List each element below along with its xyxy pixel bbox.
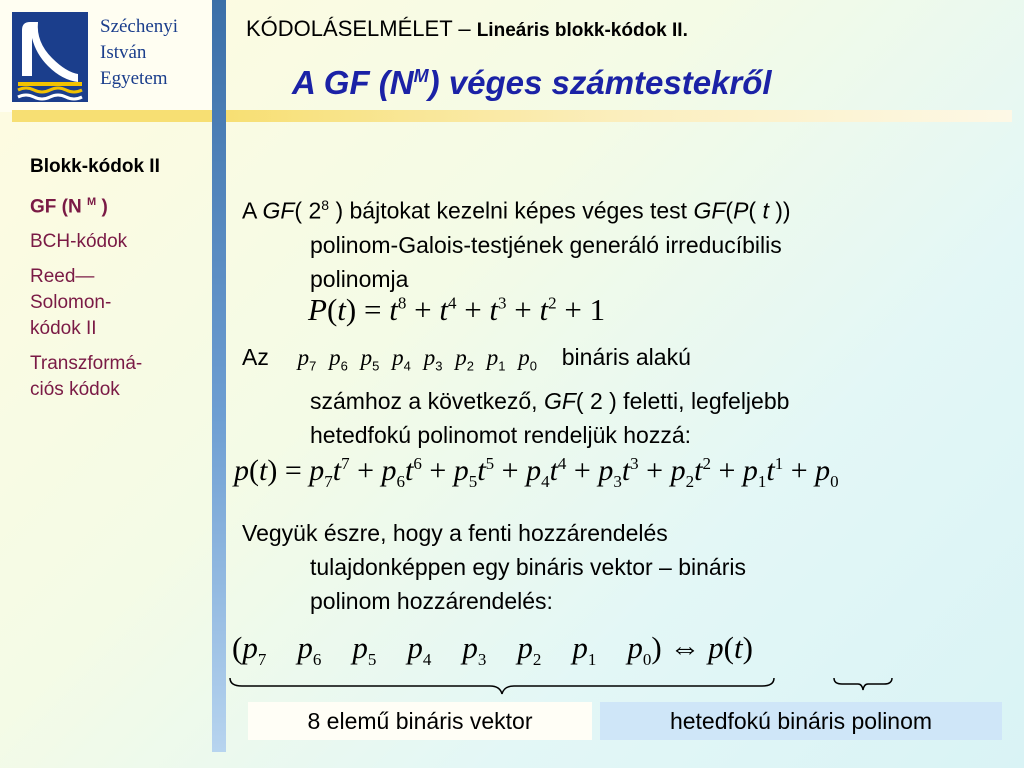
p2-line-3: hetedfokú polinomot rendeljük hozzá: bbox=[310, 421, 692, 448]
sidebar-item-transform[interactable]: Transzformá- ciós kódok bbox=[30, 353, 143, 401]
logo-line-2: István bbox=[100, 42, 147, 63]
polynomial-assignment-formula: $p(t) = p_7t^7 + p_6t^6 + p_5t^5 + p_4t^4 + p_3t^3 + p_2t^2 + p_1t^1 + p_0$ bbox=[234, 454, 839, 491]
sidebar-divider bbox=[212, 0, 226, 752]
vector-brace-icon bbox=[228, 676, 776, 696]
university-name bbox=[100, 14, 178, 92]
p1-line-3: polinomja bbox=[310, 265, 409, 292]
title-part-1: A GF (N bbox=[292, 64, 414, 101]
sidebar-nav bbox=[30, 154, 210, 412]
p1-line-1: A GF( $2^8$ ) bájtokat kezelni képes véges test GF(P( t )) bbox=[242, 197, 791, 224]
vector-polynomial-equivalence: ($p_7$ $p_6$ $p_5$ $p_4$ $p_3$ $p_2$ $p_1$ $p_0$) ⇔ p(t) bbox=[232, 630, 753, 670]
sidebar-item-reed-solomon[interactable]: Reed— Solomon- kódok II bbox=[30, 266, 112, 340]
logo bbox=[0, 0, 212, 112]
vector-label: 8 elemű bináris vektor bbox=[248, 702, 592, 740]
p3-line-3: polinom hozzárendelés: bbox=[310, 588, 553, 614]
course-subtitle: Lineáris blokk-kódok II. bbox=[476, 20, 688, 41]
sidebar-gf-sup: M bbox=[87, 196, 97, 208]
paragraph-1 bbox=[242, 188, 791, 296]
p1-line-2: polinom-Galois-testjének generáló irreducíbilis bbox=[310, 231, 782, 258]
course-name: KÓDOLÁSELMÉLET – bbox=[246, 16, 471, 41]
p3-line-2: tulajdonképpen egy bináris vektor – bináris bbox=[310, 554, 746, 580]
header-divider-left bbox=[12, 110, 212, 122]
p2-line-1: Az $p_7$ $p_6$ $p_5$ $p_4$ $p_3$ $p_2$ $p_1$ $p_0$ bináris alakú bbox=[242, 344, 691, 374]
sidebar-gf-label: GF (N bbox=[30, 196, 82, 218]
sidebar-item-bch[interactable]: BCH-kódok bbox=[30, 231, 128, 253]
generator-polynomial-formula: $P(t) = t^8 + t^4 + t^3 + t^2 + 1$ bbox=[308, 292, 606, 327]
logo-line-3: Egyetem bbox=[100, 68, 168, 89]
sidebar-gf-post: ) bbox=[101, 196, 108, 218]
p2-line-2: számhoz a következő, GF( 2 ) feletti, legfeljebb bbox=[310, 387, 790, 414]
paragraph-2 bbox=[242, 340, 789, 452]
header-divider-right bbox=[226, 110, 1012, 122]
p3-line-1: Vegyük észre, hogy a fenti hozzárendelés bbox=[242, 520, 668, 546]
sidebar-item-gf[interactable] bbox=[30, 189, 210, 220]
logo-line-1: Széchenyi bbox=[100, 16, 179, 37]
university-logo-icon bbox=[12, 12, 88, 102]
title-part-2: ) véges számtestekről bbox=[428, 64, 772, 101]
sidebar-item-blokk-kodok[interactable]: Blokk-kódok II bbox=[30, 156, 160, 177]
paragraph-3 bbox=[242, 516, 746, 618]
polynomial-label: hetedfokú bináris polinom bbox=[600, 702, 1002, 740]
course-heading bbox=[246, 16, 688, 42]
polynomial-brace-icon bbox=[832, 676, 894, 692]
slide-title bbox=[292, 64, 772, 102]
title-sup: M bbox=[413, 66, 429, 86]
